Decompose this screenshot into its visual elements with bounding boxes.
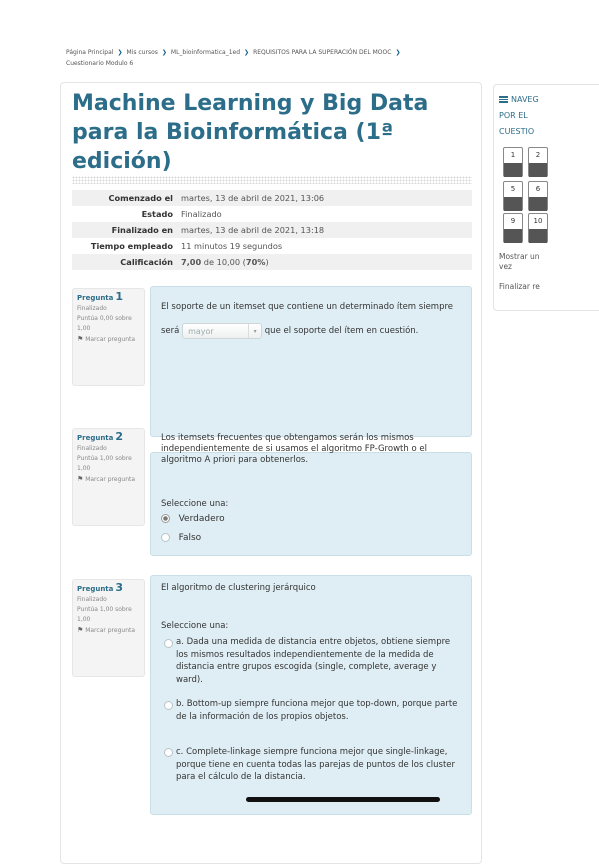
question-number [77,583,140,595]
summary-value: martes, 13 de abril de 2021, 13:06 [178,190,472,206]
question-info-3 [72,579,145,677]
flag-label: Marcar pregunta [85,476,136,483]
question-state: Finalizado [77,445,107,452]
summary-row [72,254,472,270]
quiz-navigation-title [499,92,559,140]
home-indicator [246,797,440,802]
radio-unchecked-icon[interactable] [164,748,173,757]
breadcrumb-course[interactable]: ML_bioinformatica_1ed [170,49,241,56]
summary-row [72,190,472,206]
flag-label: Marcar pregunta [85,336,136,343]
radio-unchecked-icon[interactable] [164,639,173,648]
breadcrumb-separator-icon: ❯ [117,49,123,56]
option-a[interactable]: a. Dada una medida de distancia entre objetos, obtiene siempre los mismos resultados independientemente de la medida de distancia entre grupos escogida (single, complete, average y ward). [176,637,451,685]
flag-label: Marcar pregunta [85,627,136,634]
summary-value [178,254,472,270]
question-text: El algoritmo de clustering jerárquico [161,583,316,593]
button-number: 5 [510,185,516,193]
flag-icon: ⚑ [77,475,84,483]
nav-title-row [499,92,559,108]
grade-close: ) [265,257,269,267]
summary-row [72,238,472,254]
nav-title-line: POR EL [499,111,528,120]
breadcrumb-home[interactable]: Página Principal [66,49,114,56]
question-number-value [115,290,123,303]
question-text [161,295,461,343]
option-c[interactable]: c. Complete-linkage siempre funciona mejor que single-linkage, porque tiene en cuenta todas las parejas de puntos de los cluster para el cálculo de la distancia. [176,747,456,782]
question-number [77,432,140,444]
link-line: Mostrar un [499,252,540,261]
menu-icon[interactable] [499,96,508,103]
option-verdadero[interactable] [161,514,225,524]
breadcrumb-separator-icon: ❯ [244,49,250,56]
question-content-1 [150,286,472,437]
option-falso[interactable] [161,533,201,543]
quiz-nav-button-9[interactable] [503,213,523,243]
question-text-after: que el soporte del ítem en cuestión. [264,326,419,336]
grade-scale: de 10,00 ( [201,257,246,267]
show-one-page-link[interactable] [499,252,540,272]
radio-checked-icon [161,514,170,523]
option-label: Falso [178,533,202,543]
breadcrumb-section[interactable]: REQUISITOS PARA LA SUPERACIÓN DEL MOOC [253,49,392,56]
button-number: 2 [535,151,541,159]
summary-label: Comenzado el [72,190,178,206]
button-number: 9 [510,217,516,225]
quiz-nav-button-10[interactable] [528,213,548,243]
number: 2 [115,430,123,443]
page-title: Machine Learning y Big Data para la Bioinformática (1ª edición) [72,91,429,174]
select-value: mayor [188,326,214,336]
nav-title-line: CUESTIO [499,127,535,136]
breadcrumb-separator-icon: ❯ [161,49,167,56]
summary-row [72,206,472,222]
button-number: 10 [533,217,543,225]
summary-row [72,222,472,238]
flag-question[interactable] [77,334,140,345]
question-content-2 [150,433,472,556]
option-b[interactable]: b. Bottom-up siempre funciona mejor que top-down, porque parte de la información de los propios objetos. [176,699,458,722]
summary-label: Tiempo empleado [72,238,178,254]
question-label: Pregunta [77,294,114,302]
summary-label: Calificación [72,254,178,270]
summary-value: martes, 13 de abril de 2021, 13:18 [178,222,472,238]
answer-select[interactable] [182,323,262,339]
quiz-nav-button-6[interactable] [528,181,548,211]
summary-value: Finalizado [178,206,472,222]
option-label: Verdadero [178,514,225,524]
select-prompt: Seleccione una: [161,499,229,509]
attempt-summary-table [72,190,472,270]
radio-unchecked-icon [161,533,170,542]
radio-unchecked-icon[interactable] [164,701,173,710]
answered-state [504,197,522,211]
breadcrumb [66,47,486,69]
question-label: Pregunta [77,434,114,442]
quiz-nav-button-1[interactable] [503,147,523,177]
answered-state [504,163,522,177]
question-number [77,292,140,304]
number: 3 [115,581,123,594]
button-number: 1 [510,151,516,159]
quiz-nav-button-5[interactable] [503,181,523,211]
question-number-value [115,430,123,443]
select-prompt: Seleccione una: [161,621,229,631]
breadcrumb-separator-icon: ❯ [395,49,401,56]
question-content-3 [150,575,472,815]
question-state: Finalizado [77,596,107,603]
question-number-value [115,581,123,594]
grade-value: 7,00 [181,257,202,267]
number: 1 [115,290,123,303]
question-score: Puntúa 1,00 sobre 1,00 [77,606,132,623]
question-info-1 [72,288,145,386]
question-text-before: El soporte de un itemset que contiene un determinado ítem siempre será [161,302,454,336]
button-number: 6 [535,185,541,193]
flag-question[interactable] [77,625,140,636]
summary-label: Estado [72,206,178,222]
link-line: vez [499,262,512,271]
summary-label: Finalizado en [72,222,178,238]
flag-question[interactable] [77,474,140,485]
grade-percent: 70% [245,257,266,267]
question-label: Pregunta [77,585,114,593]
question-score: Puntúa 1,00 sobre 1,00 [77,455,132,472]
flag-icon: ⚑ [77,626,84,634]
flag-icon: ⚑ [77,335,84,343]
chevron-down-icon: ▾ [248,324,261,338]
quiz-nav-button-2[interactable] [528,147,548,177]
answered-state [504,229,522,243]
question-text: Los itemsets frecuentes que obtengamos serán los mismos independientemente de si usamos el algoritmo FP-Growth o el algoritmo A priori para obtenerlos. [161,433,427,465]
breadcrumb-current: Cuestionario Modulo 6 [66,60,134,67]
title-divider [72,176,472,184]
finish-review-link[interactable]: Finalizar re [499,282,540,291]
answered-state [529,229,547,243]
breadcrumb-my-courses[interactable]: Mis cursos [126,49,158,56]
nav-title-text: NAVEG [511,95,539,104]
question-info-2 [72,428,145,526]
question-state: Finalizado [77,305,107,312]
answered-state [529,197,547,211]
question-score: Puntúa 0,00 sobre 1,00 [77,315,132,332]
summary-value: 11 minutos 19 segundos [178,238,472,254]
answered-state [529,163,547,177]
